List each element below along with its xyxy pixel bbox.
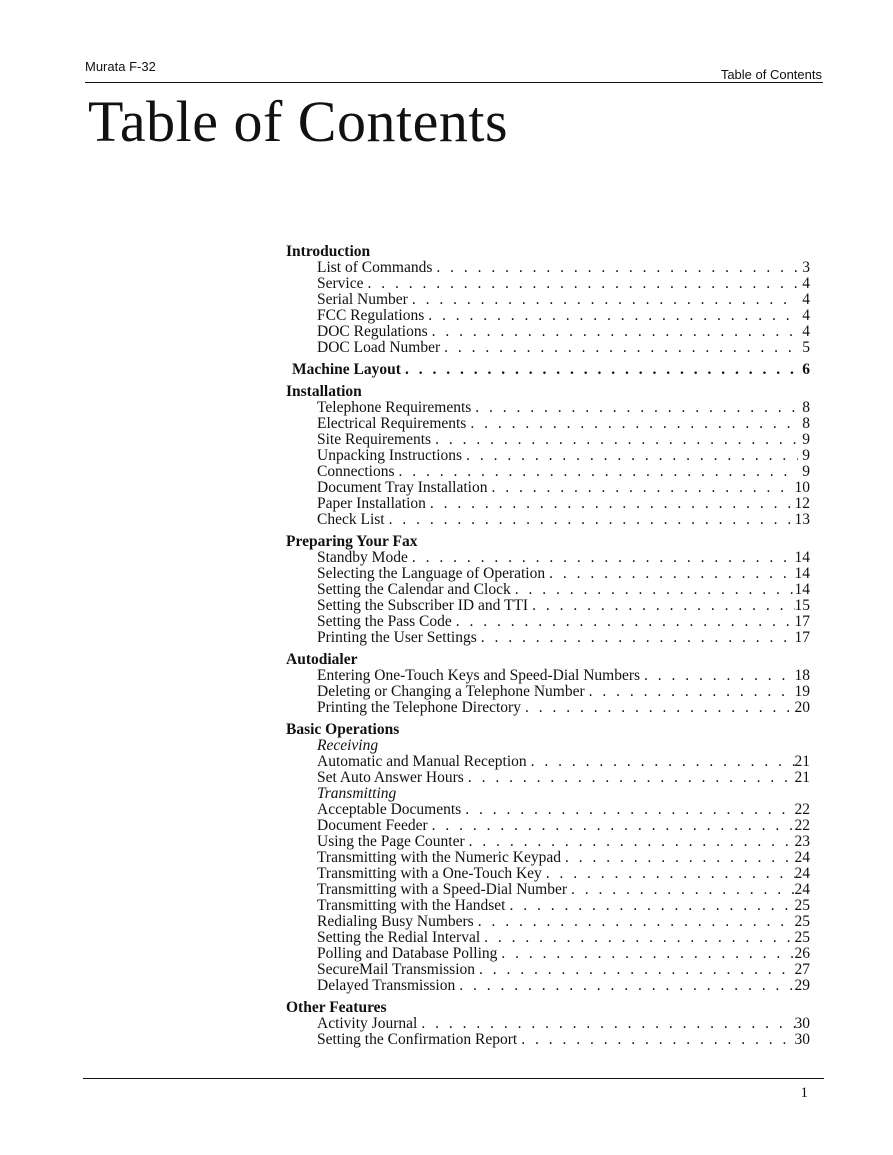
dot-leader	[466, 416, 798, 432]
toc-section	[286, 1000, 810, 1048]
dot-leader	[417, 1016, 794, 1032]
toc-entry	[286, 978, 810, 994]
toc-page-number: 3	[802, 259, 810, 276]
toc-page-number: 18	[794, 667, 810, 684]
toc-entry-title: Setting the Calendar and Clock	[317, 581, 511, 598]
toc-entry-title: Deleting or Changing a Telephone Number	[317, 683, 585, 700]
toc-entry	[286, 700, 810, 716]
toc-entry	[286, 448, 810, 464]
toc-section-heading: Autodialer	[286, 651, 358, 668]
toc-entry	[286, 496, 810, 512]
toc-page-number: 4	[802, 323, 810, 340]
dot-leader	[640, 668, 794, 684]
toc-page-number: 8	[802, 399, 810, 416]
toc-entry	[286, 614, 810, 630]
toc-entry	[286, 930, 810, 946]
toc-entry-title: Set Auto Answer Hours	[317, 769, 464, 786]
toc-section	[286, 362, 810, 378]
toc-entry-title: Telephone Requirements	[317, 399, 472, 416]
toc-entry-title: Transmitting with the Numeric Keypad	[317, 849, 561, 866]
toc-entry	[286, 630, 810, 646]
toc-page-number: 5	[802, 339, 810, 356]
toc-entry-title: Selecting the Language of Operation	[317, 565, 546, 582]
toc-entry-title: Setting the Redial Interval	[317, 929, 481, 946]
dot-leader	[542, 866, 795, 882]
dot-leader	[462, 448, 798, 464]
toc-entry-title: Paper Installation	[317, 495, 426, 512]
toc-section	[286, 244, 810, 356]
toc-entry-title: Connections	[317, 463, 395, 480]
toc-entry-title: Check List	[317, 511, 385, 528]
dot-leader	[528, 598, 794, 614]
running-header-right: Table of Contents	[720, 67, 822, 82]
toc-entry	[286, 324, 810, 340]
toc-page-number: 24	[794, 849, 810, 866]
toc-page-number: 9	[802, 431, 810, 448]
toc-entry	[286, 276, 810, 292]
toc-entry-title: DOC Regulations	[317, 323, 428, 340]
toc-section	[286, 652, 810, 716]
dot-leader	[431, 432, 798, 448]
toc-entry	[286, 292, 810, 308]
toc-page-number: 4	[802, 307, 810, 324]
toc-entry-title: Site Requirements	[317, 431, 432, 448]
toc-entry	[286, 866, 810, 882]
toc-page-number: 12	[794, 495, 810, 512]
dot-leader	[464, 770, 795, 786]
header-rule	[85, 82, 823, 83]
toc-entry-title: Redialing Busy Numbers	[317, 913, 474, 930]
footer-rule	[83, 1078, 824, 1079]
dot-leader	[385, 512, 795, 528]
toc-page-number: 8	[802, 415, 810, 432]
toc-page-number: 25	[794, 897, 810, 914]
toc-entry	[286, 818, 810, 834]
toc-entry	[286, 550, 810, 566]
toc-section-heading: Introduction	[286, 243, 371, 260]
dot-leader	[585, 684, 795, 700]
dot-leader	[474, 914, 795, 930]
toc-entry-title: Transmitting with the Handset	[317, 897, 506, 914]
dot-leader	[567, 882, 795, 898]
table-of-contents	[286, 244, 810, 1054]
dot-leader	[497, 946, 794, 962]
toc-entry-title: Entering One-Touch Keys and Speed-Dial Numbers	[317, 667, 641, 684]
toc-entry-title: Electrical Requirements	[317, 415, 467, 432]
page-number: 1	[800, 1085, 808, 1101]
toc-page-number: 24	[794, 865, 810, 882]
toc-page-number: 10	[794, 479, 810, 496]
toc-section-heading: Preparing Your Fax	[286, 533, 418, 550]
toc-entry	[286, 914, 810, 930]
toc-entry	[286, 512, 810, 528]
toc-page-number: 14	[794, 581, 810, 598]
dot-leader	[428, 324, 798, 340]
toc-entry-title: Polling and Database Polling	[317, 945, 498, 962]
dot-leader	[461, 802, 794, 818]
toc-entry	[286, 1016, 810, 1032]
page-title: Table of Contents	[88, 89, 509, 154]
toc-page-number: 14	[794, 549, 810, 566]
toc-entry	[286, 770, 810, 786]
toc-section	[286, 384, 810, 528]
dot-leader	[480, 930, 794, 946]
toc-entry	[286, 882, 810, 898]
dot-leader	[465, 834, 795, 850]
toc-section-heading: Basic Operations	[286, 721, 400, 738]
toc-page-number: 4	[802, 291, 810, 308]
running-header-left: Murata F-32	[85, 59, 156, 74]
toc-entry-title: Standby Mode	[317, 549, 408, 566]
toc-entry	[286, 802, 810, 818]
dot-leader	[455, 978, 794, 994]
toc-page-number: 19	[794, 683, 810, 700]
toc-entry	[286, 1032, 810, 1048]
dot-leader	[561, 850, 795, 866]
dot-leader	[477, 630, 795, 646]
toc-entry	[286, 668, 810, 684]
toc-page-number: 30	[794, 1015, 810, 1032]
toc-section-heading	[286, 362, 810, 378]
toc-page-number: 9	[802, 463, 810, 480]
toc-entry-title: FCC Regulations	[317, 307, 425, 324]
toc-entry-title: Acceptable Documents	[317, 801, 462, 818]
dot-leader	[432, 260, 798, 276]
dot-leader	[408, 292, 798, 308]
toc-section-title: Machine Layout	[292, 361, 401, 378]
toc-entry-title: List of Commands	[317, 259, 433, 276]
dot-leader	[395, 464, 799, 480]
dot-leader	[440, 340, 798, 356]
dot-leader	[408, 550, 795, 566]
toc-entry-title: Serial Number	[317, 291, 408, 308]
toc-page-number: 14	[794, 565, 810, 582]
toc-entry	[286, 308, 810, 324]
toc-entry-title: DOC Load Number	[317, 339, 441, 356]
toc-section-heading: Other Features	[286, 999, 387, 1016]
toc-entry	[286, 400, 810, 416]
toc-entry	[286, 598, 810, 614]
toc-entry-title: Setting the Subscriber ID and TTI	[317, 597, 529, 614]
toc-entry	[286, 480, 810, 496]
toc-entry	[286, 946, 810, 962]
dot-leader	[488, 480, 795, 496]
toc-page-number: 25	[794, 913, 810, 930]
toc-entry	[286, 834, 810, 850]
toc-entry	[286, 416, 810, 432]
toc-page-number: 15	[794, 597, 810, 614]
toc-page-number: 27	[794, 961, 810, 978]
toc-subheading: Transmitting	[317, 785, 397, 802]
toc-entry-title: Document Tray Installation	[317, 479, 488, 496]
toc-page-number: 13	[794, 511, 810, 528]
toc-page-number: 22	[794, 801, 810, 818]
toc-page-number: 20	[794, 699, 810, 716]
dot-leader	[517, 1032, 794, 1048]
toc-entry-title: Setting the Confirmation Report	[317, 1031, 518, 1048]
dot-leader	[475, 962, 794, 978]
dot-leader	[545, 566, 794, 582]
toc-entry	[286, 962, 810, 978]
toc-section	[286, 534, 810, 646]
toc-entry	[286, 432, 810, 448]
toc-entry-title: Setting the Pass Code	[317, 613, 452, 630]
toc-entry-title: Service	[317, 275, 364, 292]
toc-page-number: 21	[794, 753, 810, 770]
dot-leader	[521, 700, 795, 716]
toc-page-number: 29	[794, 977, 810, 994]
toc-page-number: 17	[794, 629, 810, 646]
dot-leader	[363, 276, 798, 292]
toc-page-number: 4	[802, 275, 810, 292]
toc-entry-title: Delayed Transmission	[317, 977, 456, 994]
toc-entry-title: Transmitting with a One-Touch Key	[317, 865, 542, 882]
dot-leader	[471, 400, 798, 416]
toc-entry-title: Printing the User Settings	[317, 629, 477, 646]
toc-entry	[286, 566, 810, 582]
dot-leader	[527, 754, 795, 770]
toc-page-number: 21	[794, 769, 810, 786]
dot-leader	[452, 614, 795, 630]
toc-entry	[286, 898, 810, 914]
dot-leader	[511, 582, 795, 598]
toc-section	[286, 722, 810, 994]
toc-entry-title: Unpacking Instructions	[317, 447, 463, 464]
toc-section-heading: Installation	[286, 383, 362, 400]
toc-page-number: 24	[794, 881, 810, 898]
toc-subheading: Receiving	[317, 737, 379, 754]
dot-leader	[505, 898, 794, 914]
toc-page-number: 30	[794, 1031, 810, 1048]
toc-page-number: 22	[794, 817, 810, 834]
toc-entry	[286, 850, 810, 866]
toc-entry-title: Using the Page Counter	[317, 833, 465, 850]
toc-entry	[286, 260, 810, 276]
dot-leader	[424, 308, 798, 324]
toc-entry-title: Automatic and Manual Reception	[317, 753, 527, 770]
dot-leader	[401, 362, 798, 378]
dot-leader	[428, 818, 795, 834]
toc-page-number: 9	[802, 447, 810, 464]
toc-entry-title: Activity Journal	[317, 1015, 418, 1032]
toc-entry	[286, 754, 810, 770]
toc-entry-title: Document Feeder	[317, 817, 428, 834]
toc-entry-title: Transmitting with a Speed-Dial Number	[317, 881, 567, 898]
toc-entry	[286, 464, 810, 480]
toc-entry	[286, 684, 810, 700]
toc-page-number: 26	[794, 945, 810, 962]
toc-page-number: 17	[794, 613, 810, 630]
toc-page-number: 6	[802, 361, 810, 378]
toc-entry	[286, 340, 810, 356]
toc-entry-title: Printing the Telephone Directory	[317, 699, 521, 716]
toc-page-number: 25	[794, 929, 810, 946]
toc-entry-title: SecureMail Transmission	[317, 961, 476, 978]
dot-leader	[426, 496, 795, 512]
toc-page-number: 23	[794, 833, 810, 850]
toc-entry	[286, 582, 810, 598]
